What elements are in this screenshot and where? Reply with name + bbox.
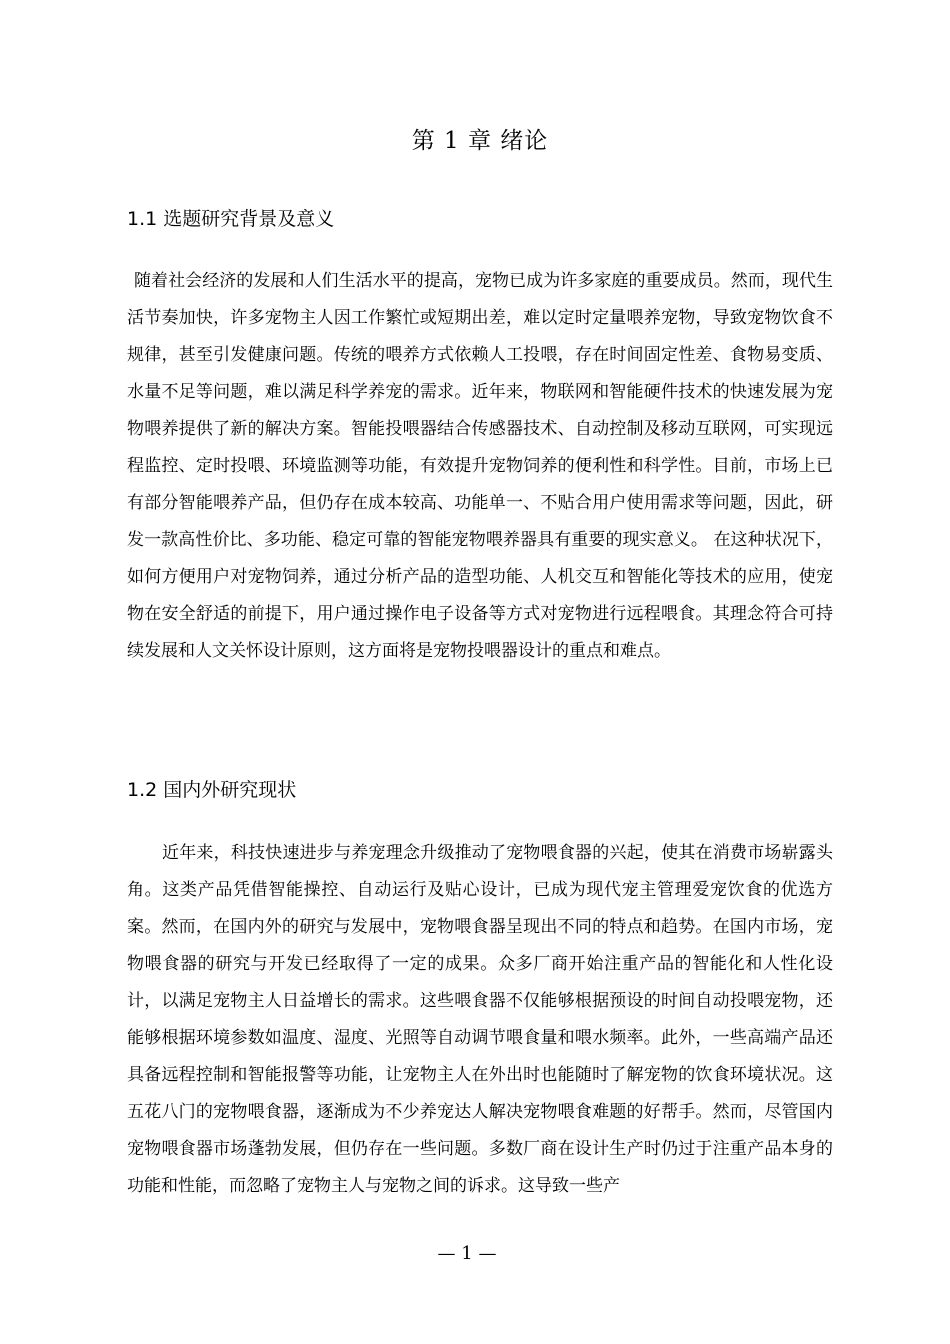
chapter-title: 第 1 章 绪论 (411, 128, 549, 154)
section-paragraph-1-1: 随着社会经济的发展和人们生活水平的提高，宠物已成为许多家庭的重要成员。然而，现代生活节奏加快，许多宠物主人因工作繁忙或短期出差，难以定时定量喂养宠物，导致宠物饮食不规律，甚至引发健康问题。传统的喂养方式依赖人工投喂，存在时间固定性差、食物易变质、水量不足等问题，难以满足科学养宠的需求。近年来，物联网和智能硬件技术的快速发展为宠物喂养提供了新的解决方案。智能投喂器结合传感器技术、自动控制及移动互联网，可实现远程监控、定时投喂、环境监测等功能，有效提升宠物饲养的便利性和科学性。目前，市场上已有部分智能喂养产品，但仍存在成本较高、功能单一、不贴合用户使用需求等问题，因此，研发一款高性价比、多功能、稳定可靠的智能宠物喂养器具有重要的现实意义。 在这种状况下，如何方便用户对宠物饲养，通过分析产品的造型功能、人机交互和智能化等技术的应用，使宠物在安全舒适的前提下，用户通过操作电子设备等方式对宠物进行远程喂食。其理念符合可持续发展和人文关怀设计原则，这方面将是宠物投喂器设计的重点和难点。 (127, 271, 833, 661)
section-heading-1-1: 1.1 选题研究背景及意义 (127, 208, 335, 230)
section-paragraph-1-2: 近年来，科技快速进步与养宠理念升级推动了宠物喂食器的兴起，使其在消费市场崭露头角。这类产品凭借智能操控、自动运行及贴心设计，已成为现代宠主管理爱宠饮食的优选方案。然而，在国内外的研究与发展中，宠物喂食器呈现出不同的特点和趋势。在国内市场，宠物喂食器的研究与开发已经取得了一定的成果。众多厂商开始注重产品的智能化和人性化设计，以满足宠物主人日益增长的需求。这些喂食器不仅能够根据预设的时间自动投喂宠物，还能够根据环境参数如温度、湿度、光照等自动调节喂食量和喂水频率。此外，一些高端产品还具备远程控制和智能报警等功能，让宠物主人在外出时也能随时了解宠物的饮食环境状况。这五花八门的宠物喂食器，逐渐成为不少养宠达人解决宠物喂食难题的好帮手。然而，尽管国内宠物喂食器市场蓬勃发展，但仍存在一些问题。多数厂商在设计生产时仍过于注重产品本身的功能和性能，而忽略了宠物主人与宠物之间的诉求。这导致一些产 (127, 843, 833, 1196)
page-number: — 1 — (437, 1243, 497, 1264)
section-heading-1-2: 1.2 国内外研究现状 (127, 779, 297, 801)
